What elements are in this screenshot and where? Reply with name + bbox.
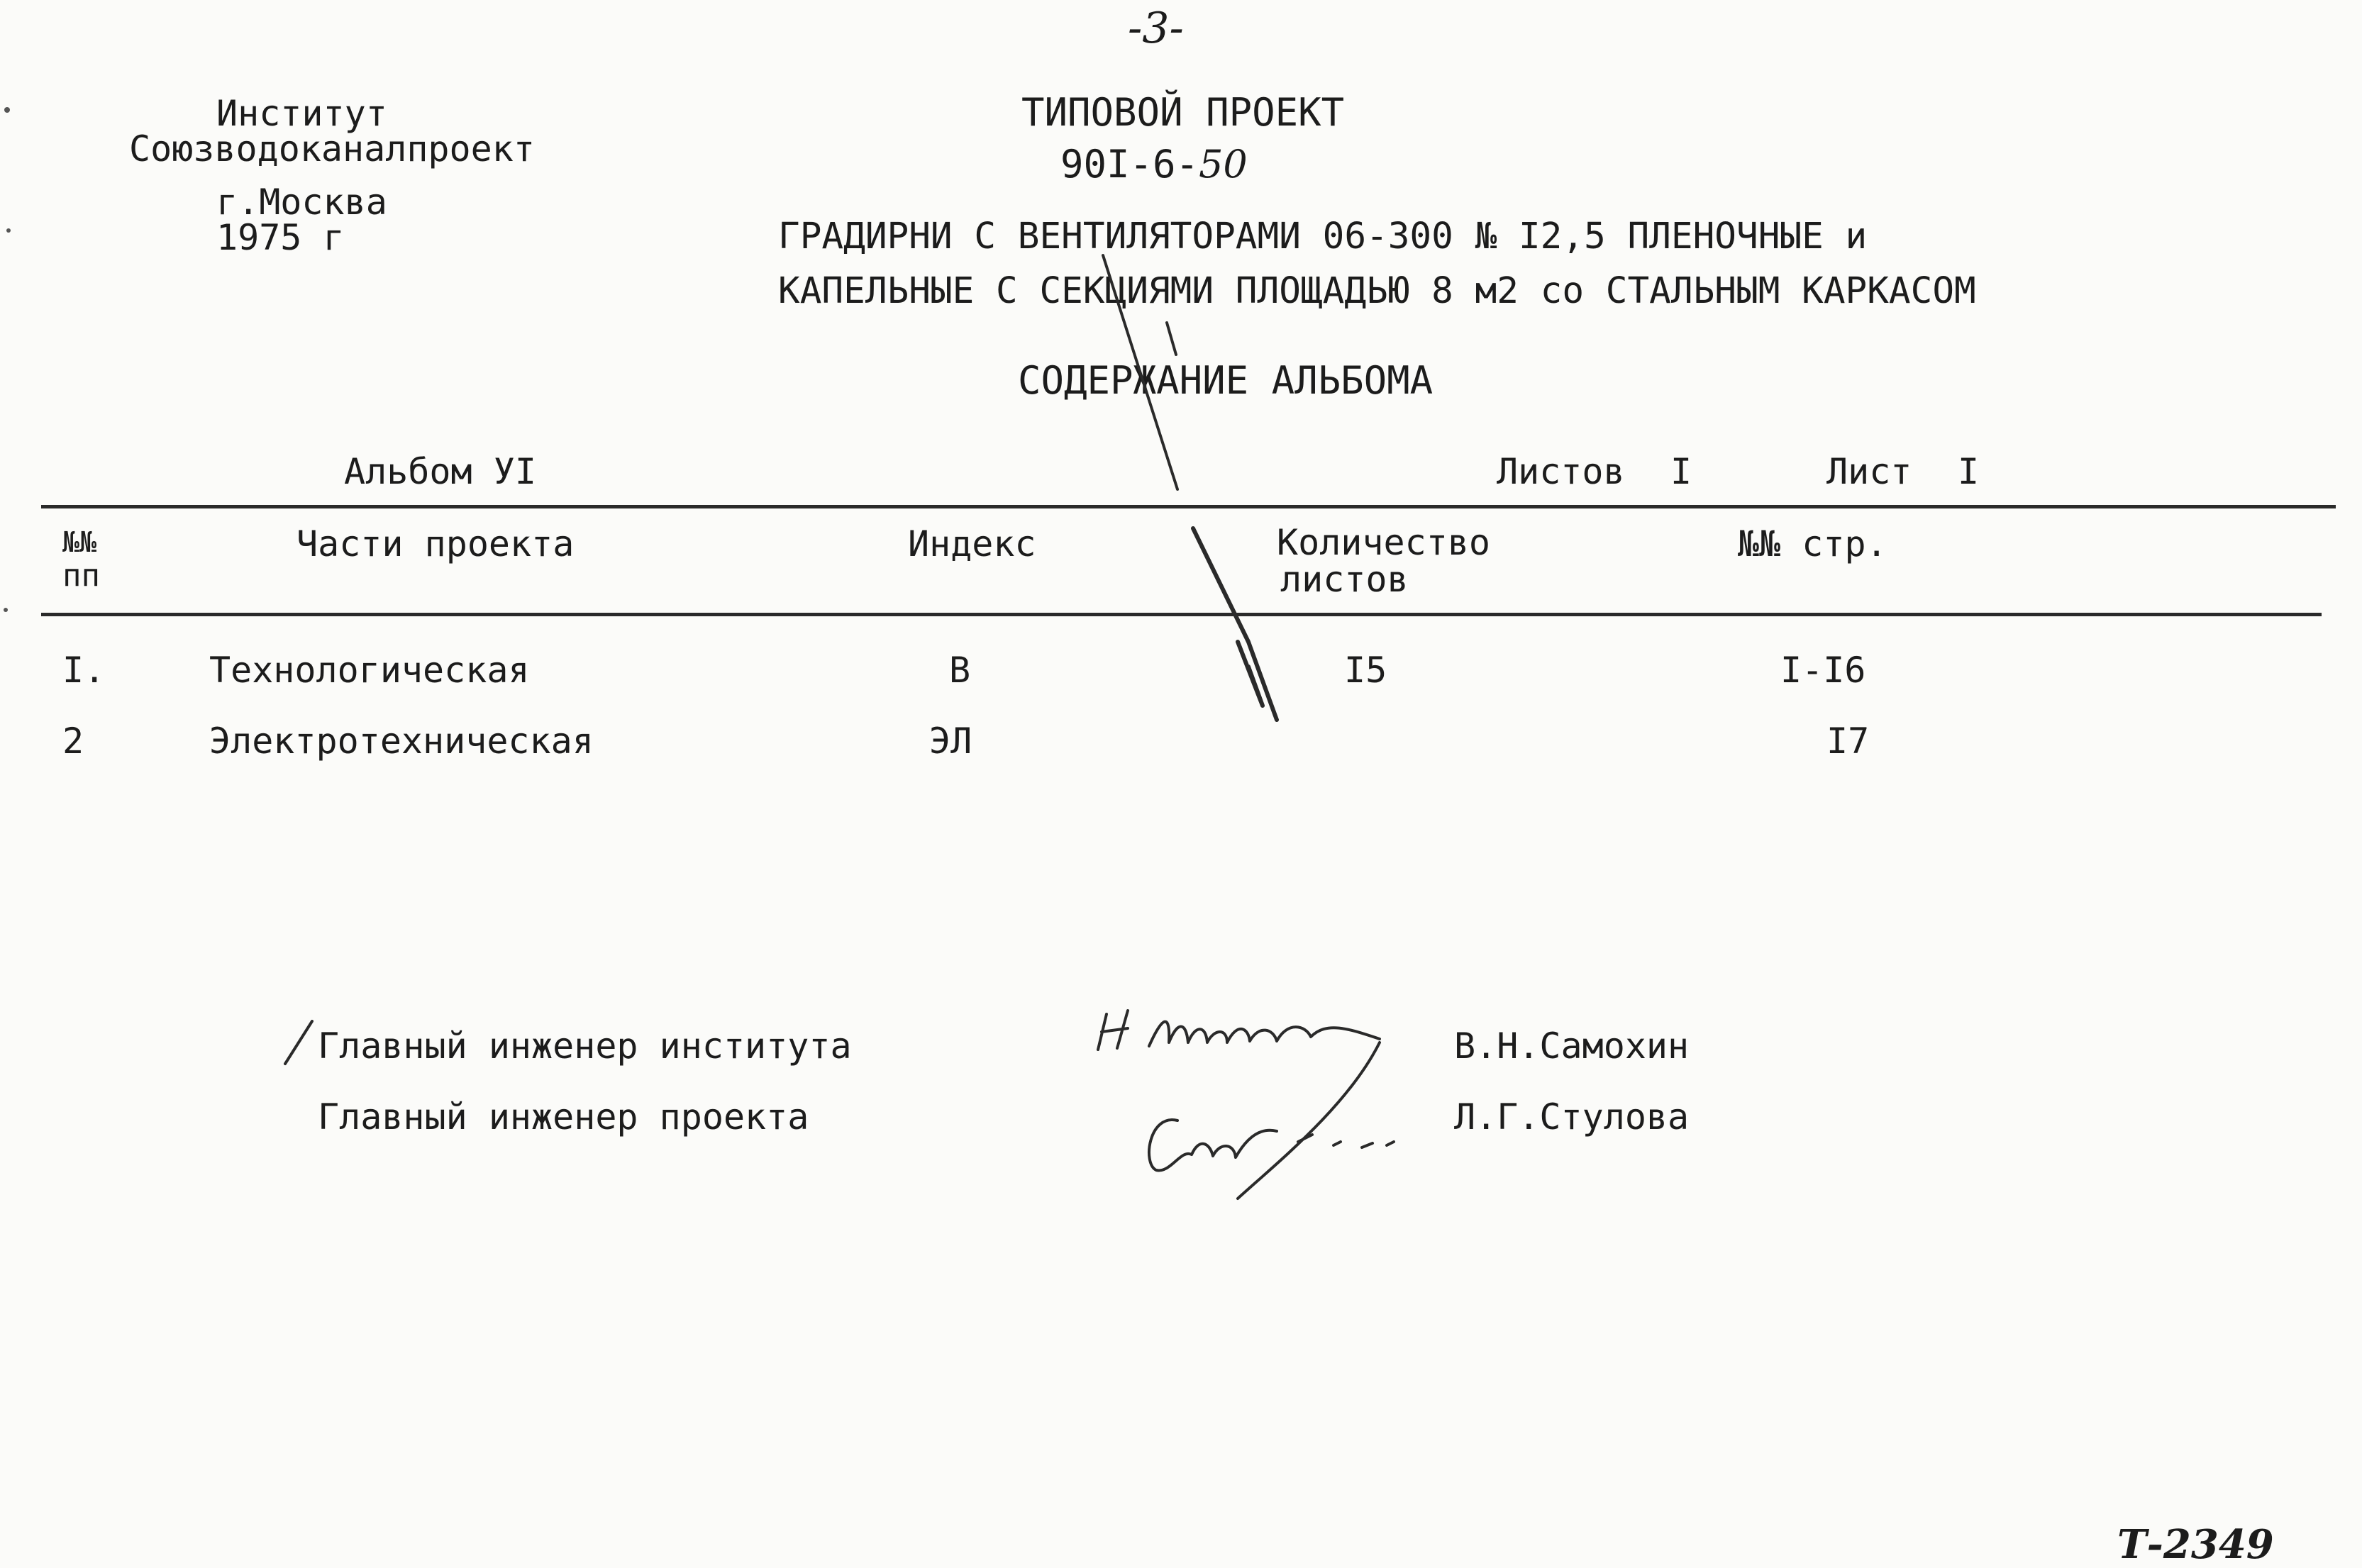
row-part: Электротехническая	[209, 721, 594, 762]
project-code-printed: 90I-6-	[1060, 142, 1199, 187]
chief-engineer-project-title: Главный инженер проекта	[318, 1096, 809, 1138]
album-label: Альбом УI	[344, 451, 536, 492]
institute-label: Институт	[216, 93, 387, 134]
header-part: Части проекта	[296, 523, 575, 565]
header-index: Индекс	[908, 523, 1036, 565]
sheets-label: Листов	[1497, 451, 1625, 492]
row-num: I.	[62, 650, 106, 691]
row-num: 2	[62, 721, 84, 762]
pen-stroke-tick	[1167, 323, 1176, 355]
signature-stulova-icon	[1149, 1042, 1394, 1199]
institute-name: Союзводоканалпроект	[129, 128, 535, 169]
margin-dot	[4, 107, 10, 113]
institute-city: г.Москва	[216, 182, 387, 223]
header-count-line1: Количество	[1277, 522, 1491, 563]
row-pages: I7	[1826, 721, 1870, 762]
contents-heading: СОДЕРЖАНИЕ АЛЬБОМА	[1018, 358, 1434, 403]
page-number: -3-	[1128, 4, 1184, 53]
margin-dot	[4, 608, 8, 612]
row-index: ЭЛ	[929, 721, 972, 762]
sheet-label: Лист	[1826, 451, 1912, 492]
chief-engineer-project-name: Л.Г.Стулова	[1454, 1096, 1690, 1138]
check-mark-icon	[1193, 528, 1277, 720]
row-pages: I-I6	[1780, 650, 1866, 691]
header-count-line2: листов	[1280, 559, 1409, 600]
header-num-line2: пп	[62, 557, 100, 594]
project-code-handwritten: 50	[1199, 142, 1248, 187]
sheets-value: I	[1670, 451, 1692, 492]
archive-stamp: Т-2349	[2117, 1521, 2274, 1568]
row-part: Технологическая	[209, 650, 530, 691]
sheet-value: I	[1958, 451, 1980, 492]
chief-engineer-institute-name: В.Н.Самохин	[1454, 1025, 1690, 1067]
project-label: ТИПОВОЙ ПРОЕКТ	[1021, 90, 1345, 135]
header-pages: №№ стр.	[1738, 523, 1887, 565]
row-count: I5	[1344, 650, 1387, 691]
chief-engineer-institute-title: Главный инженер института	[318, 1025, 852, 1067]
institute-year: 1975 г	[216, 217, 345, 258]
header-num-line1: №№	[62, 526, 97, 559]
project-title-line1: ГРАДИРНИ С ВЕНТИЛЯТОРАМИ 06-300 № I2,5 ПЛЕНОЧНЫЕ и	[778, 216, 1868, 257]
signature-samokhin-icon	[1098, 1011, 1380, 1050]
pen-stroke-line	[1103, 255, 1177, 489]
row-index: В	[949, 650, 971, 691]
margin-dot	[6, 228, 11, 233]
slash-mark	[285, 1021, 312, 1064]
project-title-line2: КАПЕЛЬНЫЕ С СЕКЦИЯМИ ПЛОЩАДЬЮ 8 м2 со СТАЛЬНЫМ КАРКАСОМ	[778, 270, 1976, 312]
